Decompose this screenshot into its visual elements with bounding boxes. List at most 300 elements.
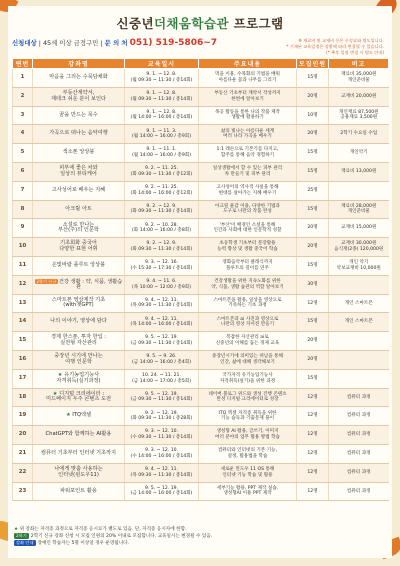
cell-note	[329, 162, 389, 181]
cell-date	[125, 125, 199, 144]
cell-content	[199, 482, 297, 501]
row-number: 3	[20, 111, 25, 118]
table-row	[13, 162, 389, 181]
content-line: 도구로 나만의 작품 완성	[223, 209, 272, 215]
date-range: 9. 2. ~ 12. 9.	[146, 203, 177, 209]
date-time: (금 14:00 ~ 16:00 / 총4회)	[132, 359, 191, 365]
note-line: 개인 악기	[349, 260, 369, 266]
note-line: 악보교재비 10,000원	[336, 265, 381, 271]
cell-note	[329, 294, 389, 313]
new-course-badge: 2학기 신규	[36, 278, 57, 284]
content-line: 나만의 영상 자서전 만들기	[220, 322, 275, 328]
cell-date	[125, 444, 199, 463]
table-row	[13, 275, 389, 294]
content-line: ITQ 엑셀 자격증 취득을 위한	[218, 410, 277, 416]
note-line: 컴퓨터 과정	[346, 394, 371, 400]
capacity: 12명	[307, 394, 318, 400]
cell-no	[13, 294, 33, 313]
content-line: 약, 식품, 생활 습관의 역할 알아보기	[211, 284, 284, 290]
date-range: 9. 5. ~ 9. 26.	[146, 354, 177, 360]
row-number: 12	[18, 280, 27, 287]
date-time: (수 09:30 ~ 11:30 / 총14회)	[130, 435, 193, 441]
date-time: (목 14:00 ~ 16:00 / 총14회)	[130, 322, 193, 328]
cell-note	[329, 275, 389, 294]
note-line: (* 추후 일정 변경 시 별도 안내)	[326, 50, 384, 55]
cell-content	[199, 275, 297, 294]
content-line: 완성 디지털 크리에이터로 성장	[216, 397, 279, 403]
course-name: 유기농업기능사 자격취득(실기과정)	[56, 372, 101, 384]
cell-note	[329, 200, 389, 219]
content-line: 기록하는 기초 과정	[228, 303, 267, 309]
date-time: (화 09:30 ~ 11:30 / 총14회)	[130, 247, 193, 253]
date-range: 9. 4. ~ 12. 11.	[144, 297, 179, 303]
cell-name	[33, 181, 125, 200]
cell-name	[33, 426, 125, 445]
note-line: 음식재(2종) 120,000원	[334, 247, 384, 253]
content-line: 스마트폰과 ai 사진과 영상으로	[216, 316, 279, 322]
cell-date	[125, 87, 199, 106]
header-note: 비고	[329, 59, 389, 69]
table-row	[13, 350, 389, 369]
content-line: 인간, 삶에 대해 생각해보기	[220, 359, 275, 365]
course-name: 색소폰 앙상블	[62, 149, 95, 156]
cell-note	[329, 219, 389, 238]
course-name: 마음을 그리는 수묵담채화	[49, 74, 108, 81]
date-range: 9. 2. ~ 11. 25.	[144, 185, 179, 191]
capacity: 25명	[307, 187, 318, 193]
row-number: 14	[18, 318, 27, 325]
cell-capacity	[297, 426, 329, 445]
cell-content	[199, 444, 297, 463]
table-row	[13, 256, 389, 275]
footer-badge: 2학기	[16, 533, 27, 538]
cell-note	[329, 87, 389, 106]
row-number: 10	[18, 243, 27, 250]
cell-date	[125, 256, 199, 275]
cell-date	[125, 313, 199, 332]
date-range: 9. 1. ~ 12. 8.	[146, 109, 177, 115]
target-label: 신청대상	[12, 39, 37, 47]
cell-name	[33, 388, 125, 407]
cell-date	[125, 426, 199, 445]
title-accent: 더채움학습관	[153, 16, 229, 31]
course-name: 꿈을 만드는 목수	[59, 111, 98, 118]
cell-content	[199, 407, 297, 426]
star-icon: ★	[57, 372, 63, 379]
content-line: 여러 분야의 업무 활용 방법 학습	[215, 435, 280, 441]
table-row	[13, 69, 389, 88]
date-range: 9. 1. ~ 11. 1.	[146, 147, 177, 153]
cell-note	[329, 350, 389, 369]
cell-name	[33, 407, 125, 426]
content-line: 합주를 통해 음악 경험하기	[220, 153, 275, 159]
cell-date	[125, 350, 199, 369]
note-line: ※ 재료비 및 교재비 등은 수강료와 별도입니다.	[298, 38, 384, 43]
cell-date	[125, 144, 199, 163]
note-line: 개인준비물	[347, 209, 370, 215]
capacity: 20명	[307, 225, 318, 231]
content-line: 네이버 블로그 위드와 생성 진행 콘텐츠	[208, 391, 287, 397]
cell-name	[33, 106, 125, 125]
cell-date	[125, 106, 199, 125]
cell-capacity	[297, 482, 329, 501]
capacity: 12명	[307, 300, 318, 306]
cell-note	[329, 388, 389, 407]
cell-note	[329, 463, 389, 482]
page-title	[0, 14, 400, 32]
content-line: 기능 습득과 기출문제 풀이	[220, 416, 275, 422]
row-number: 6	[20, 168, 25, 175]
row-number: 20	[18, 431, 27, 438]
row-number: 9	[20, 224, 25, 231]
header-capacity: 모집인원	[297, 59, 329, 69]
cell-capacity	[297, 69, 329, 88]
capacity: 15명	[307, 75, 318, 81]
title-suffix: 프로그램	[228, 16, 284, 31]
table-row	[13, 144, 389, 163]
cell-content	[199, 350, 297, 369]
cell-no	[13, 162, 33, 181]
cell-capacity	[297, 388, 329, 407]
content-line: 설정, 활용법을 학습	[227, 453, 268, 459]
cell-content	[199, 256, 297, 275]
date-time: (화 09:30 ~ 11:30 / 총14회)	[130, 209, 193, 215]
cell-content	[199, 162, 297, 181]
capacity: 15명	[307, 169, 318, 175]
cell-name	[33, 219, 125, 238]
cell-name	[33, 369, 125, 388]
cell-name	[33, 444, 125, 463]
footer-text: 2학기 신규 강좌 신청 시 모집 인원의 20% 이내로 모집합니다. 교육일시는 변경될 수 있음.	[30, 534, 213, 539]
capacity: 30명	[307, 281, 318, 287]
content-line: 여러 나라 가곡을 배우기	[223, 134, 272, 140]
course-name: 디지털 크리에이터 : 미드페이지 우주 콘텐츠 도전	[45, 390, 112, 403]
date-time: (목 09:30 ~ 11:30 / 총14회)	[130, 472, 193, 478]
content-line: 인간과 사회에 대한 인문학적 성찰	[213, 228, 282, 234]
date-range: 9. 4. ~ 12. 11.	[144, 316, 179, 322]
phone-label: 문 의 처	[104, 39, 128, 47]
cell-capacity	[297, 407, 329, 426]
cell-content	[199, 332, 297, 351]
date-range: 9. 5. ~ 12. 19.	[144, 391, 179, 397]
cell-capacity	[297, 275, 329, 294]
content-line: 새로운 윈도우 11 OS 통해	[220, 467, 275, 473]
cell-capacity	[297, 444, 329, 463]
capacity: 12명	[307, 413, 318, 419]
content-line: 현대를 살아가는 지혜 배우기	[218, 190, 277, 196]
cell-capacity	[297, 181, 329, 200]
target-separator: |	[38, 39, 43, 47]
cell-content	[199, 294, 297, 313]
cell-note	[329, 369, 389, 388]
note-line: 컴퓨터 과정	[346, 432, 371, 438]
date-time: (금 09:30 ~ 11:30 / 총14회)	[130, 397, 193, 403]
table-row	[13, 482, 389, 501]
cell-no	[13, 238, 33, 257]
note-line: 개인악기	[349, 150, 368, 156]
capacity: 20명	[307, 131, 318, 137]
cell-no	[13, 463, 33, 482]
course-name: 부동산계약서, 재테크 쉬운 분이 보인다	[50, 90, 107, 102]
content-line: 차 만들기 및 피부 관리	[224, 171, 271, 177]
content-line: 고사성어의 역사적 사실을 통해	[216, 185, 279, 191]
capacity: 10명	[307, 112, 318, 118]
note-line: 교재비 30,000원	[341, 241, 377, 247]
cell-name	[33, 200, 125, 219]
content-line: '부산'이 배경인 소설을 통해	[219, 222, 276, 228]
course-name: 컴퓨터 기초부터 인터넷 기초까지	[40, 450, 117, 457]
cell-content	[199, 238, 297, 257]
cell-date	[125, 69, 199, 88]
date-range: 9. 5. ~ 12. 19.	[144, 485, 179, 491]
cell-content	[199, 69, 297, 88]
table-row	[13, 294, 389, 313]
row-number: 21	[18, 450, 27, 457]
cell-note	[329, 482, 389, 501]
table-row	[13, 181, 389, 200]
cell-content	[199, 219, 297, 238]
star-icon: ★	[14, 527, 19, 532]
table-row	[13, 463, 389, 482]
content-line: 스마트폰을 활용, 일상을 영상으로	[213, 297, 282, 303]
title-prefix: 신중년	[116, 16, 154, 31]
table-row	[13, 444, 389, 463]
cell-capacity	[297, 144, 329, 163]
footer-line	[14, 540, 386, 547]
content-line: 생활에 활용하기	[231, 115, 264, 121]
cell-name	[33, 294, 125, 313]
footer-badge: 강좌 안내	[16, 540, 34, 545]
cell-no	[13, 256, 33, 275]
cell-content	[199, 125, 297, 144]
cell-name	[33, 313, 125, 332]
date-time: (화 09:30 ~ 11:30 / 총28회)	[130, 416, 193, 422]
cell-capacity	[297, 238, 329, 257]
table-row	[13, 426, 389, 445]
date-range: 9. 3. ~ 12. 10.	[144, 429, 179, 435]
note-line: 재료비 35,000원	[341, 72, 377, 78]
capacity: 15명	[307, 150, 318, 156]
date-range: 9. 2. ~ 12. 9.	[146, 241, 177, 247]
row-number: 1	[20, 74, 25, 81]
date-time: (화 14:00 ~ 16:00 / 총8회)	[132, 228, 191, 234]
cell-name	[33, 463, 125, 482]
cell-note	[329, 238, 389, 257]
content-line: 국가자격 유기농업기능사	[222, 373, 273, 379]
cell-capacity	[297, 313, 329, 332]
date-time: (수 14:00 ~ 16:00 / 총14회)	[130, 453, 193, 459]
course-name: 나에게 맞춤 사용하는 인터넷(윈도우11)	[54, 466, 103, 478]
footer-line	[14, 533, 386, 540]
program-table	[12, 58, 389, 501]
target-value: 45세 이상 금정구민	[42, 39, 99, 47]
cell-name	[33, 144, 125, 163]
footer-text: 위 강좌는 자격증 과정으로 자격증 응시료가 별도로 있음. 단, 자격증 응시자에 한함.	[19, 527, 187, 532]
cell-no	[13, 69, 33, 88]
capacity: 15명	[307, 263, 318, 269]
cell-capacity	[297, 106, 329, 125]
content-line: 신중년의 이해를 돕는 경제 교육	[215, 341, 280, 347]
cell-content	[199, 388, 297, 407]
cell-note	[329, 332, 389, 351]
header-no: 연번	[13, 59, 33, 69]
date-time: (화 14:00 ~ 16:00 / 총12회)	[130, 190, 193, 196]
cell-content	[199, 181, 297, 200]
footer-notes	[14, 526, 386, 547]
date-time: (금 09:30 ~ 11:30 / 총14회)	[130, 341, 193, 347]
cell-no	[13, 332, 33, 351]
cell-date	[125, 238, 199, 257]
cell-name	[33, 125, 125, 144]
date-range: 9. 2. ~ 11. 25.	[144, 166, 179, 172]
course-name: 고사성어로 배우는 지혜	[51, 186, 106, 193]
course-name: 가곡으로 떠나는 음악여행	[49, 130, 108, 137]
cell-content	[199, 426, 297, 445]
content-line: 생성형 AI 활용, 글쓰기, 이미지	[216, 429, 279, 435]
capacity: 12명	[307, 451, 318, 457]
cell-content	[199, 144, 297, 163]
cell-no	[13, 369, 33, 388]
cell-no	[13, 444, 33, 463]
row-number: 18	[18, 393, 27, 400]
row-number: 13	[18, 299, 27, 306]
table-row	[13, 388, 389, 407]
cell-no	[13, 87, 33, 106]
note-line: 공용재료 3,500원	[340, 115, 378, 121]
table-row	[13, 313, 389, 332]
cell-no	[13, 482, 33, 501]
note-line: 교재비 20,000원	[341, 93, 377, 99]
cell-note	[329, 407, 389, 426]
cell-note	[329, 256, 389, 275]
content-line: 부동산 기초부터 계약서 작성까지	[214, 91, 281, 97]
cell-capacity	[297, 87, 329, 106]
note-line: 개인준비물	[347, 77, 370, 83]
course-name: 경제 한스푼, 투자 한입 : 실전형 자산관리	[50, 334, 107, 347]
capacity: 20명	[307, 338, 318, 344]
date-range: 9. 1. ~ 12. 8.	[146, 91, 177, 97]
cell-no	[13, 125, 33, 144]
date-range: 9. 5. ~ 12. 19.	[144, 335, 179, 341]
date-time: (목 09:30 ~ 11:30 / 총14회)	[130, 303, 193, 309]
capacity: 15명	[307, 319, 318, 325]
content-line: 아름다운 꽃과 나무를 그리기	[218, 77, 277, 83]
date-range: 9. 4. ~ 12. 11.	[144, 467, 179, 473]
cell-capacity	[297, 200, 329, 219]
content-line: 삶의 빛나는 아름다운 세계	[220, 128, 275, 134]
capacity: 15명	[307, 206, 318, 212]
content-line: 영화음악부터 클래식까지	[222, 260, 273, 266]
star-icon: ★	[65, 412, 71, 419]
cell-note	[329, 181, 389, 200]
date-time: (월 14:00 ~ 16:00 / 총9회)	[132, 153, 191, 159]
note-line: 교재비 15,000원	[341, 225, 377, 231]
date-time: (월 14:00 ~ 16:00 / 총14회)	[130, 115, 193, 121]
date-range: 9. 3. ~ 12. 10.	[144, 448, 179, 454]
table-body	[13, 69, 389, 501]
content-line: 복잡한 자산관리 ai로	[226, 335, 269, 341]
cell-name	[33, 350, 125, 369]
date-time: (수 15:30 ~ 17:30 / 총14회)	[130, 265, 193, 271]
course-name: 건강 생활 : 약, 식품, 생활습관	[58, 278, 123, 291]
note-line: 컴퓨터 과정	[346, 469, 371, 475]
course-name: 중장년 시기에 만나는 여행 인문학	[54, 353, 103, 365]
course-name: 스마트폰 영상제작 기초 (with챗GPT)	[51, 296, 106, 309]
table-row	[13, 125, 389, 144]
course-name: 소설로 만나는 부산(주)의 인문학	[58, 221, 99, 234]
course-name: 아크릴 아트	[65, 205, 92, 212]
cell-no	[13, 219, 33, 238]
cell-no	[13, 313, 33, 332]
content-line: 자격취득(실기)을 위한 과정	[219, 378, 276, 384]
capacity: 20명	[307, 244, 318, 250]
course-name: ITQ엑셀	[72, 412, 92, 419]
table-header-row	[13, 59, 389, 69]
cell-no	[13, 144, 33, 163]
notes	[244, 38, 384, 56]
cell-capacity	[297, 369, 329, 388]
cell-capacity	[297, 332, 329, 351]
row-number: 7	[20, 186, 25, 193]
date-time: (목 10:00 ~ 12:00 / 총9회)	[132, 284, 191, 290]
phone-number: 051) 519-5806~7	[129, 38, 218, 48]
content-line: 1:1 레슨으로 기본기를 다지고,	[216, 147, 279, 153]
course-name: 나의 이야기, 영상에 담다	[50, 318, 107, 325]
cell-name	[33, 256, 125, 275]
row-number: 15	[18, 337, 27, 344]
date-range: 9. 1. ~ 11. 3.	[146, 128, 177, 134]
cell-date	[125, 332, 199, 351]
capacity: 12명	[307, 432, 318, 438]
cell-no	[13, 106, 33, 125]
date-time: (화 09:30 ~ 11:30 / 총12회)	[130, 171, 193, 177]
content-line: 컴퓨터와 인터넷의 기본 기능,	[217, 448, 278, 454]
cell-capacity	[297, 256, 329, 275]
footer-line	[14, 526, 386, 533]
note-line: 재료비 28,000원	[341, 203, 377, 209]
row-number: 17	[18, 374, 27, 381]
cell-date	[125, 294, 199, 313]
content-line: 인터넷 기능 학습 및 활용	[222, 472, 273, 478]
course-name: 온빛바람 플루트 앙상블	[51, 262, 106, 269]
cell-name	[33, 69, 125, 88]
cell-date	[125, 162, 199, 181]
cell-date	[125, 463, 199, 482]
cell-name	[33, 87, 125, 106]
capacity: 20명	[307, 357, 318, 363]
cell-date	[125, 275, 199, 294]
content-line: 생성형AI 이용 PPT 제작	[223, 491, 272, 497]
course-name: 파워포인트 활용	[60, 487, 97, 494]
capacity: 20명	[307, 93, 318, 99]
date-range: 9. 2. ~ 12. 19.	[144, 410, 179, 416]
row-number: 22	[18, 468, 27, 475]
header-date: 교육일시	[125, 59, 199, 69]
content-line: 플루트의 깊이를 연주	[226, 265, 269, 271]
course-name: 피부에 좋은 차와 일상의 뷰티케어	[59, 165, 98, 177]
cell-capacity	[297, 162, 329, 181]
table-row	[13, 407, 389, 426]
header-name: 강좌명	[33, 59, 125, 69]
content-line: 먹을 이용, 수묵화의 기법을 배워	[215, 72, 280, 78]
cell-name	[33, 482, 125, 501]
date-range: 9. 2. ~ 10. 28.	[144, 222, 179, 228]
note-line: 개인재료 87,500원	[338, 109, 379, 115]
cell-content	[199, 106, 297, 125]
date-time: (금 14:00 ~ 17:00 / 총5회)	[132, 378, 191, 384]
content-line: 일상생활에서 할 수 있는 피부 관리	[212, 166, 283, 172]
cell-no	[13, 407, 33, 426]
